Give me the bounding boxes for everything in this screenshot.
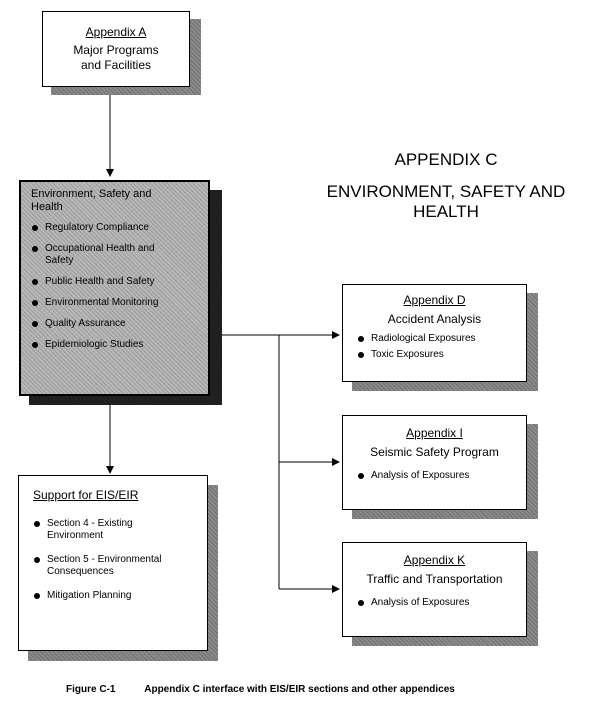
appendix-k-item: Analysis of Exposures — [357, 597, 526, 609]
bullet-icon — [32, 225, 38, 231]
support-item: Section 4 - Existing Environment — [33, 518, 197, 542]
esh-box — [19, 180, 210, 396]
appendix-d-item: Radiological Exposures — [357, 333, 526, 345]
esh-list — [31, 222, 200, 351]
support-item: Mitigation Planning — [33, 590, 197, 602]
appendix-d-list — [343, 333, 526, 361]
support-list — [33, 518, 197, 602]
appendix-d-item: Toxic Exposures — [357, 349, 526, 361]
bullet-icon — [32, 246, 38, 252]
page-title — [300, 150, 592, 222]
bullet-icon — [32, 279, 38, 285]
appendix-k-list — [343, 597, 526, 609]
esh-heading: Environment, Safety and Health — [31, 188, 152, 213]
caption-label: Figure C-1 — [66, 684, 116, 695]
appendix-k-box — [342, 542, 527, 637]
esh-item: Quality Assurance — [31, 318, 200, 330]
support-box — [18, 475, 208, 651]
title-line3: HEALTH — [413, 202, 479, 221]
bullet-icon — [358, 336, 364, 342]
appendix-i-heading: Appendix I — [406, 426, 463, 440]
esh-item: Occupational Health and Safety — [31, 243, 200, 267]
esh-item: Public Health and Safety — [31, 276, 200, 288]
esh-item: Environmental Monitoring — [31, 297, 200, 309]
title-line1: APPENDIX C — [394, 150, 498, 169]
appendix-i-box — [342, 415, 527, 510]
bullet-icon — [34, 521, 40, 527]
appendix-k-heading: Appendix K — [403, 553, 466, 567]
appendix-a-line2: and Facilities — [80, 58, 152, 72]
appendix-i-subtitle: Seismic Safety Program — [370, 445, 499, 459]
bullet-icon — [32, 321, 38, 327]
bullet-icon — [32, 300, 38, 306]
caption-text: Appendix C interface with EIS/EIR sections and other appendices — [144, 684, 455, 695]
bullet-icon — [358, 600, 364, 606]
title-line2: ENVIRONMENT, SAFETY AND — [326, 182, 566, 201]
bullet-icon — [32, 342, 38, 348]
esh-item: Regulatory Compliance — [31, 222, 200, 234]
bullet-icon — [358, 352, 364, 358]
bullet-icon — [34, 557, 40, 563]
esh-item: Epidemiologic Studies — [31, 339, 200, 351]
support-item: Section 5 - Environmental Consequences — [33, 554, 197, 578]
appendix-d-box — [342, 284, 527, 382]
appendix-a-line1: Major Programs — [73, 43, 159, 57]
appendix-k-subtitle: Traffic and Transportation — [366, 572, 503, 586]
appendix-i-item: Analysis of Exposures — [357, 470, 526, 482]
bullet-icon — [34, 593, 40, 599]
appendix-i-list — [343, 470, 526, 482]
support-heading: Support for EIS/EIR — [33, 488, 139, 502]
figure-caption — [66, 684, 455, 695]
appendix-a-heading: Appendix A — [85, 25, 147, 39]
bullet-icon — [358, 473, 364, 479]
appendix-d-subtitle: Accident Analysis — [387, 312, 482, 326]
appendix-a-box — [42, 11, 190, 87]
appendix-d-heading: Appendix D — [403, 293, 466, 307]
